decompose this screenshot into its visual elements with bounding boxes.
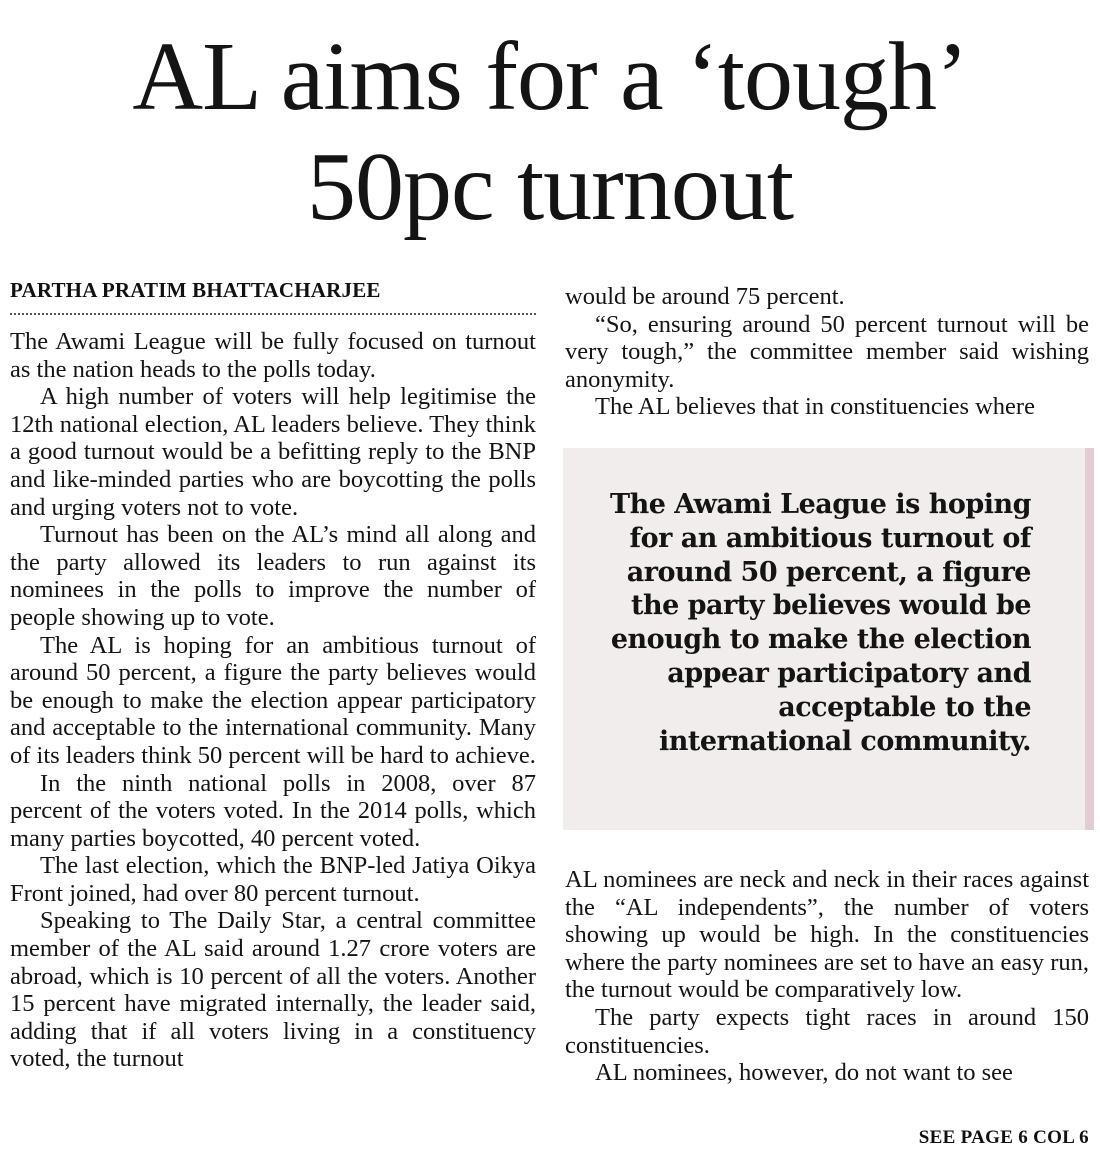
right-column-top bbox=[565, 283, 1089, 421]
paragraph: AL nominees, however, do not want to see bbox=[595, 1059, 1013, 1087]
headline-line-1: AL aims for a ‘tough’ bbox=[132, 23, 968, 131]
paragraph: Turnout has been on the AL’s mind all along and the party allowed its leaders to run against its nominees in the polls to improve the number of people showing up to vote. bbox=[10, 521, 536, 631]
paragraph: “So, ensuring around 50 percent turnout will be very tough,” the committee member said wishing anonymity. bbox=[565, 310, 1089, 393]
right-column-bottom bbox=[565, 866, 1089, 1087]
paragraph: A high number of voters will help legitimise the 12th national election, AL leaders believe. They think a good turnout would be a befitting reply to the BNP and like-minded parties who are boycotting the polls and urging voters not to vote. bbox=[10, 383, 536, 521]
paragraph: would be around 75 percent. bbox=[565, 283, 845, 310]
left-column bbox=[10, 328, 536, 1073]
paragraph: In the ninth national polls in 2008, over 87 percent of the voters voted. In the 2014 polls, which many parties boycotted, 40 percent voted. bbox=[10, 769, 536, 852]
paragraph: The last election, which the BNP-led Jatiya Oikya Front joined, had over 80 percent turnout. bbox=[10, 852, 536, 907]
paragraph: The AL is hoping for an ambitious turnout of around 50 percent, a figure the party believes would be enough to make the election appear participatory and acceptable to the international community. Many of its leaders think 50 percent will be hard to achieve. bbox=[10, 631, 536, 769]
paragraph: The Awami League will be fully focused on turnout as the nation heads to the polls today. bbox=[10, 328, 536, 383]
paragraph: The AL believes that in constituencies where bbox=[595, 393, 1035, 421]
jump-line[interactable]: SEE PAGE 6 COL 6 bbox=[918, 1127, 1089, 1148]
pull-quote-box bbox=[563, 448, 1094, 830]
paragraph: Speaking to The Daily Star, a central committee member of the AL said around 1.27 crore voters are abroad, which is 10 percent of all the voters. Another 15 percent have migrated internally, the leader said, adding that if all voters living in a constituency voted, the turnout bbox=[10, 907, 536, 1073]
headline-line-2: 50pc turnout bbox=[306, 133, 794, 241]
byline: PARTHA PRATIM BHATTACHARJEE bbox=[10, 278, 536, 315]
paragraph: The party expects tight races in around 150 constituencies. bbox=[565, 1003, 1089, 1059]
pull-quote-text: The Awami League is hoping for an ambitious turnout of around 50 percent, a figure the party believes would be enough to make the election appear participatory and acceptable to the international community. bbox=[609, 489, 1031, 757]
headline bbox=[0, 22, 1100, 242]
paragraph: AL nominees are neck and neck in their races against the “AL independents”, the number of voters showing up would be high. In the constituencies where the party nominees are set to have an easy run, the turnout would be comparatively low. bbox=[565, 866, 1089, 1004]
